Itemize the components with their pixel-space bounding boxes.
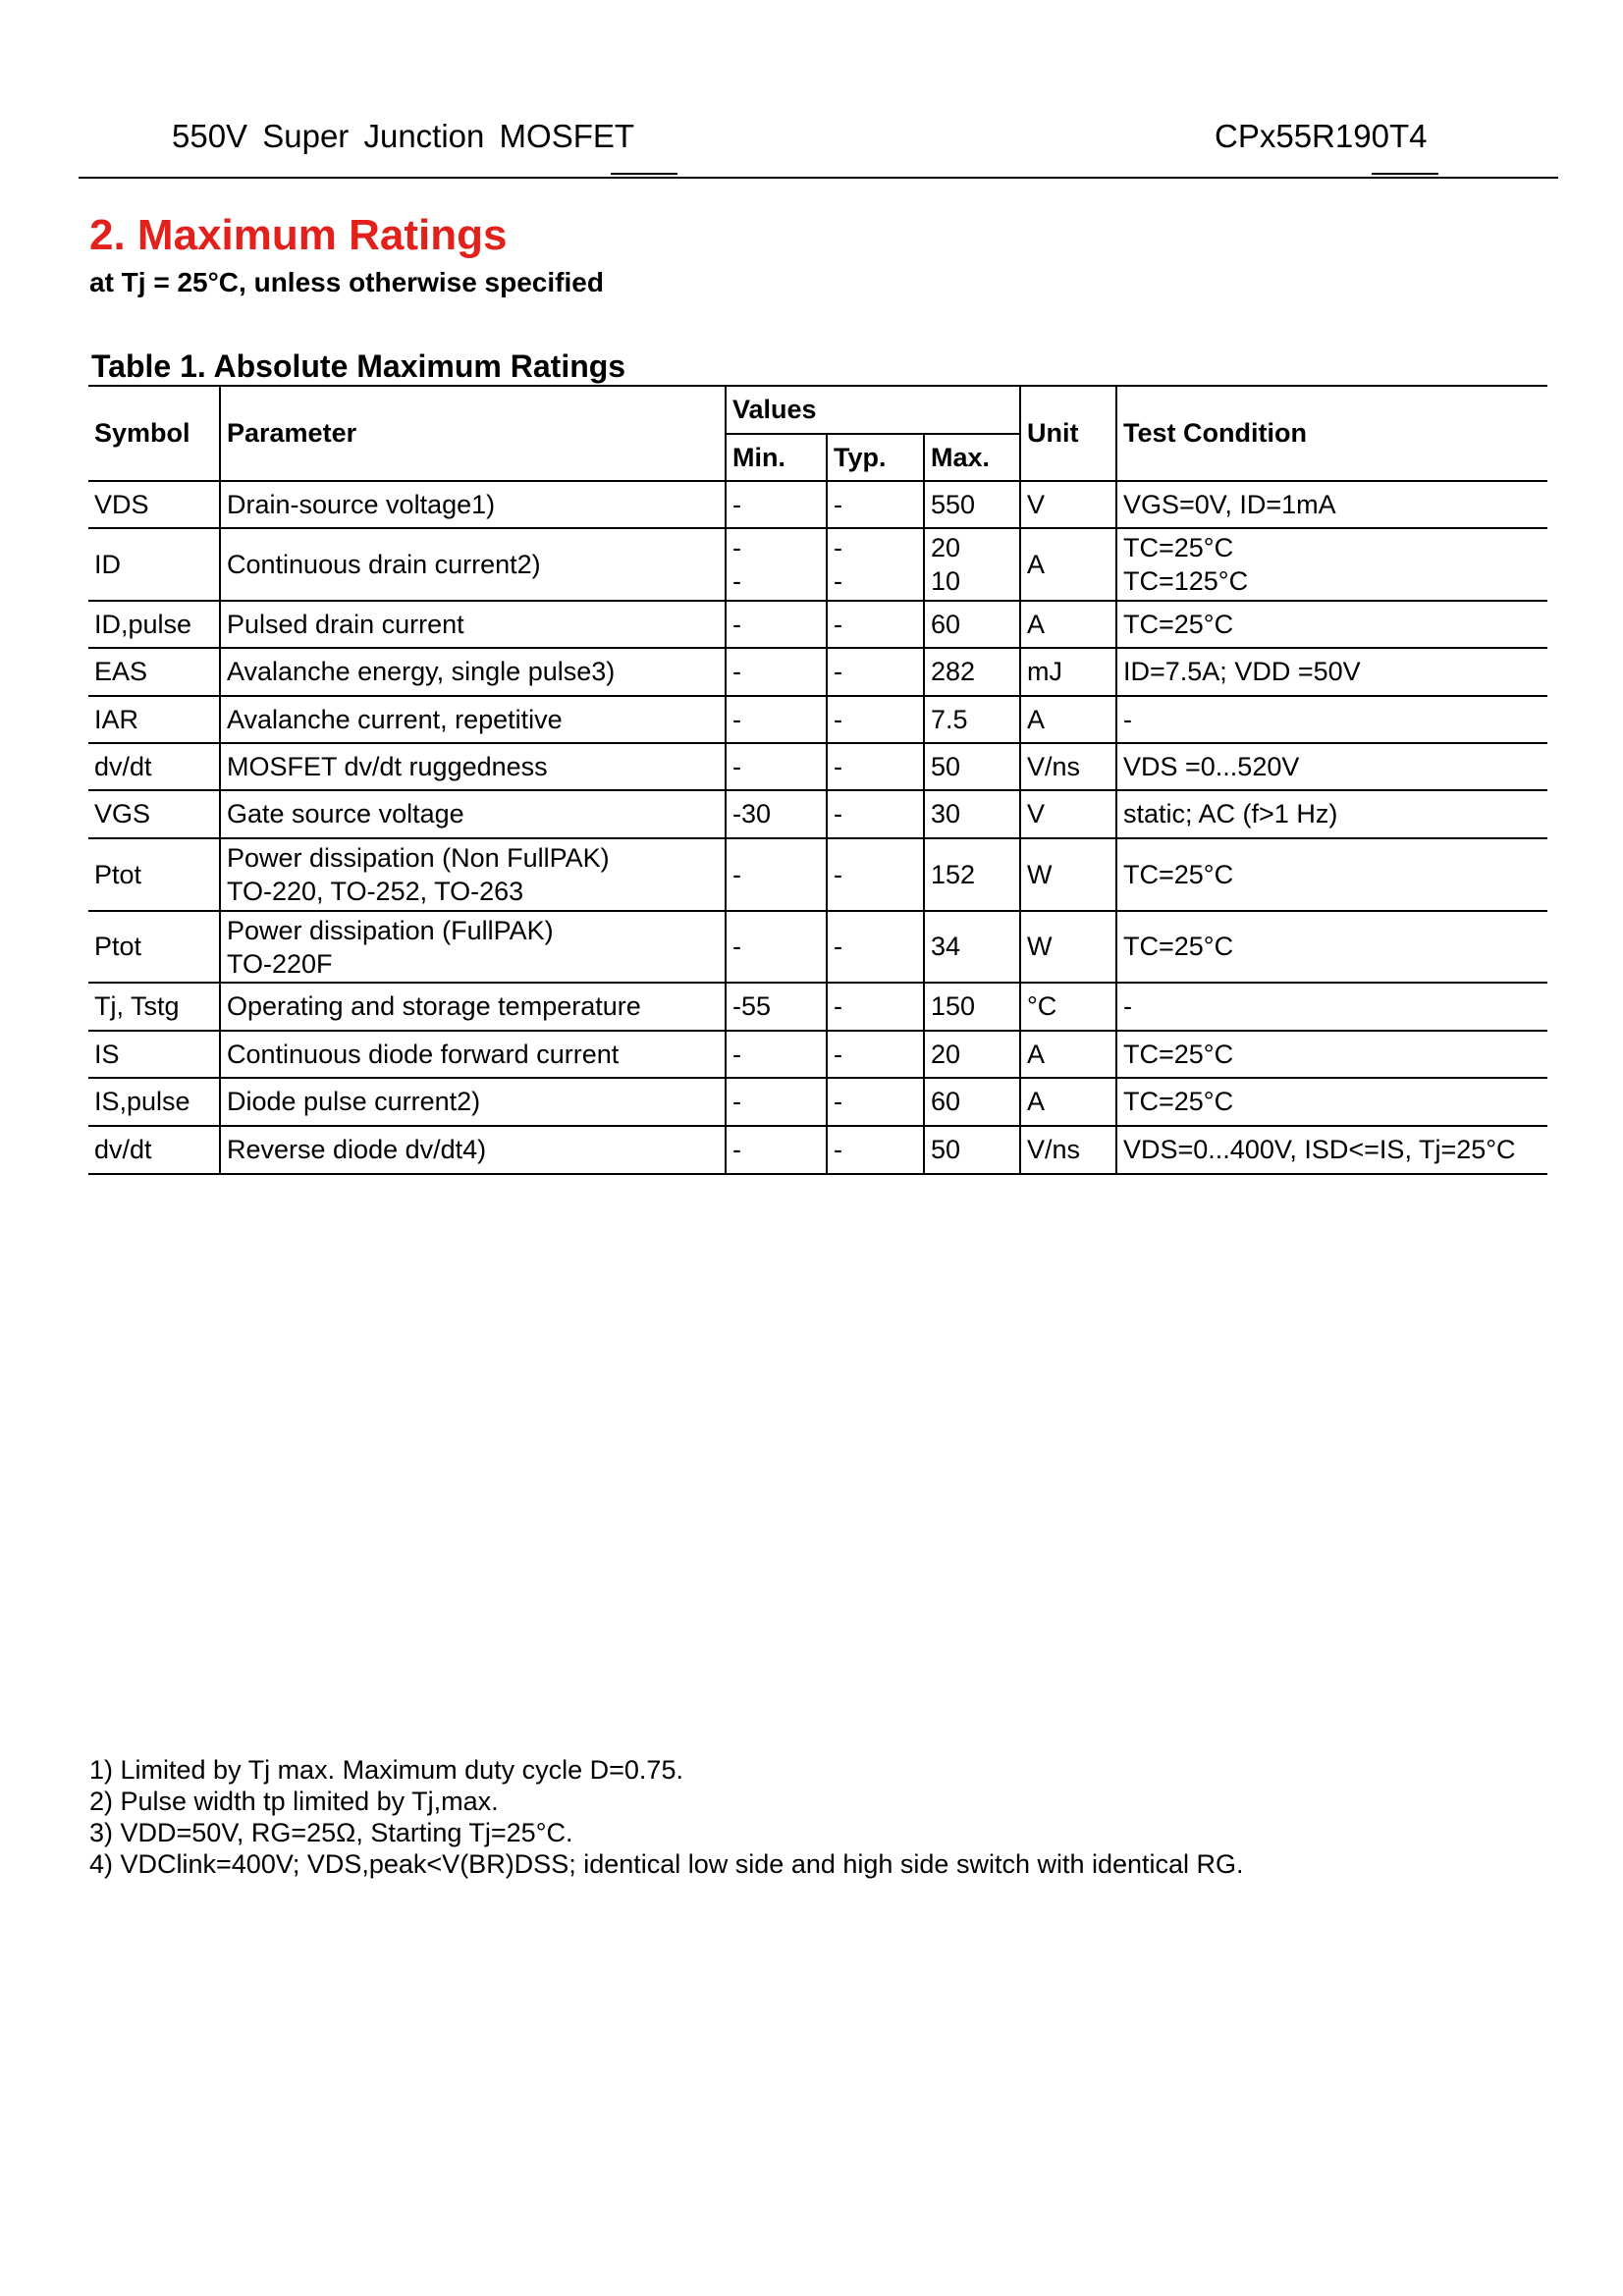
table-row	[88, 983, 1547, 1031]
table-row	[88, 696, 1547, 743]
cell-parameter: Gate source voltage	[220, 790, 726, 838]
cell-parameter: Continuous diode forward current	[220, 1031, 726, 1078]
cell-unit: V	[1020, 790, 1116, 838]
cell-max: 34	[924, 911, 1020, 983]
table-row	[88, 648, 1547, 696]
ratings-table	[88, 385, 1547, 1175]
cell-min: -	[726, 911, 827, 983]
cell-typ: -	[827, 743, 924, 790]
cell-max: 150	[924, 983, 1020, 1031]
cell-symbol: ID,pulse	[94, 609, 192, 639]
cell-symbol: VDS	[94, 489, 149, 519]
cell-min: -30	[726, 790, 827, 838]
cell-unit: A	[1020, 1031, 1116, 1078]
cell-typ: -	[827, 983, 924, 1031]
header-part-number: CPx55R190T4	[1215, 118, 1428, 154]
header-divider	[79, 177, 1558, 179]
cell-max: 7.5	[924, 696, 1020, 743]
cell-min: -	[726, 838, 827, 911]
header-values: Values	[726, 386, 1020, 434]
table-row	[88, 1078, 1547, 1126]
cell-typ: -	[827, 696, 924, 743]
cell-max: 152	[924, 838, 1020, 911]
header-typ: Typ.	[827, 434, 924, 481]
cell-min: -	[726, 601, 827, 648]
cell-parameter: Power dissipation (FullPAK) TO-220F	[220, 911, 726, 983]
cell-unit: A	[1020, 1078, 1116, 1126]
cell-max: 550	[924, 481, 1020, 528]
cell-unit: °C	[1020, 983, 1116, 1031]
cell-unit: V/ns	[1020, 1126, 1116, 1174]
cell-max: 282	[924, 648, 1020, 696]
cell-condition: VDS =0...520V	[1116, 743, 1547, 790]
cell-symbol: dv/dt	[94, 1135, 152, 1164]
table-row	[88, 481, 1547, 528]
cell-condition: static; AC (f>1 Hz)	[1116, 790, 1547, 838]
cell-condition: VGS=0V, ID=1mA	[1116, 481, 1547, 528]
cell-condition: TC=25°C	[1116, 1078, 1547, 1126]
header-divider-tick	[1372, 173, 1438, 175]
cell-unit: A	[1020, 528, 1116, 601]
table-row	[88, 528, 1547, 601]
table-row	[88, 911, 1547, 983]
cell-symbol: EAS	[94, 657, 148, 686]
table-row	[88, 1126, 1547, 1174]
cell-max: 60	[924, 601, 1020, 648]
cell-parameter: Avalanche energy, single pulse3)	[220, 648, 726, 696]
cell-parameter: Continuous drain current2)	[220, 528, 726, 601]
cell-typ: -	[827, 1126, 924, 1174]
cell-condition: VDS=0...400V, ISD<=IS, Tj=25°C	[1116, 1126, 1547, 1174]
cell-unit: A	[1020, 696, 1116, 743]
cell-parameter: Power dissipation (Non FullPAK) TO-220, TO-252, TO-263	[220, 838, 726, 911]
cell-max: 30	[924, 790, 1020, 838]
cell-min: -	[726, 481, 827, 528]
footnote: 4) VDClink=400V; VDS,peak<V(BR)DSS; identical low side and high side switch with identical RG.	[89, 1849, 1244, 1879]
section-subtitle: at Tj = 25°C, unless otherwise specified	[89, 267, 604, 297]
cell-unit: W	[1020, 911, 1116, 983]
footnotes	[89, 1754, 1244, 1880]
cell-condition: -	[1116, 696, 1547, 743]
cell-typ: -	[827, 1031, 924, 1078]
table-row	[88, 743, 1547, 790]
cell-parameter: Reverse diode dv/dt4)	[220, 1126, 726, 1174]
cell-symbol: IAR	[94, 704, 139, 734]
cell-typ: -	[827, 911, 924, 983]
cell-unit: mJ	[1020, 648, 1116, 696]
header-min: Min.	[726, 434, 827, 481]
cell-condition: -	[1116, 983, 1547, 1031]
cell-parameter: Drain-source voltage1)	[220, 481, 726, 528]
cell-max: 50	[924, 1126, 1020, 1174]
header-condition: Test Condition	[1116, 386, 1547, 481]
cell-max: 60	[924, 1078, 1020, 1126]
header-symbol: Symbol	[88, 386, 220, 481]
cell-symbol: VGS	[94, 799, 151, 828]
cell-symbol: dv/dt	[94, 751, 152, 781]
cell-symbol: Ptot	[94, 932, 142, 961]
cell-min: - -	[726, 528, 827, 601]
cell-condition: TC=25°C	[1116, 838, 1547, 911]
cell-condition: TC=25°C	[1116, 911, 1547, 983]
cell-parameter: Pulsed drain current	[220, 601, 726, 648]
header-title: 550V Super Junction MOSFET	[172, 118, 635, 154]
cell-typ: -	[827, 790, 924, 838]
header-divider-tick	[611, 173, 677, 175]
cell-condition: TC=25°C	[1116, 601, 1547, 648]
cell-unit: V/ns	[1020, 743, 1116, 790]
footnote: 3) VDD=50V, RG=25Ω, Starting Tj=25°C.	[89, 1818, 573, 1847]
cell-max: 50	[924, 743, 1020, 790]
table-caption: Table 1. Absolute Maximum Ratings	[91, 348, 626, 384]
section-title: 2. Maximum Ratings	[89, 211, 508, 259]
cell-condition: ID=7.5A; VDD =50V	[1116, 648, 1547, 696]
cell-unit: V	[1020, 481, 1116, 528]
cell-min: -	[726, 743, 827, 790]
cell-condition: TC=25°C TC=125°C	[1116, 528, 1547, 601]
table-row	[88, 838, 1547, 911]
header-max: Max.	[924, 434, 1020, 481]
footnote: 2) Pulse width tp limited by Tj,max.	[89, 1787, 499, 1816]
cell-min: -	[726, 648, 827, 696]
table-row	[88, 1031, 1547, 1078]
table-row	[88, 790, 1547, 838]
cell-min: -	[726, 1031, 827, 1078]
cell-unit: A	[1020, 601, 1116, 648]
cell-parameter: Diode pulse current2)	[220, 1078, 726, 1126]
cell-typ: -	[827, 481, 924, 528]
cell-condition: TC=25°C	[1116, 1031, 1547, 1078]
cell-typ: -	[827, 648, 924, 696]
cell-parameter: Avalanche current, repetitive	[220, 696, 726, 743]
cell-symbol: Tj, Tstg	[94, 991, 180, 1021]
cell-parameter: MOSFET dv/dt ruggedness	[220, 743, 726, 790]
cell-symbol: IS,pulse	[94, 1087, 190, 1116]
cell-min: -	[726, 1126, 827, 1174]
cell-symbol: IS	[94, 1039, 120, 1069]
cell-min: -	[726, 696, 827, 743]
cell-typ: -	[827, 601, 924, 648]
header-parameter: Parameter	[220, 386, 726, 481]
table-row	[88, 601, 1547, 648]
header-unit: Unit	[1020, 386, 1116, 481]
cell-typ: - -	[827, 528, 924, 601]
cell-typ: -	[827, 1078, 924, 1126]
cell-unit: W	[1020, 838, 1116, 911]
cell-symbol: ID	[94, 549, 121, 579]
cell-max: 20	[924, 1031, 1020, 1078]
footnote: 1) Limited by Tj max. Maximum duty cycle D=0.75.	[89, 1755, 683, 1785]
cell-min: -55	[726, 983, 827, 1031]
cell-parameter: Operating and storage temperature	[220, 983, 726, 1031]
cell-min: -	[726, 1078, 827, 1126]
table-body	[88, 481, 1547, 1174]
cell-max: 20 10	[924, 528, 1020, 601]
cell-typ: -	[827, 838, 924, 911]
cell-symbol: Ptot	[94, 859, 142, 889]
